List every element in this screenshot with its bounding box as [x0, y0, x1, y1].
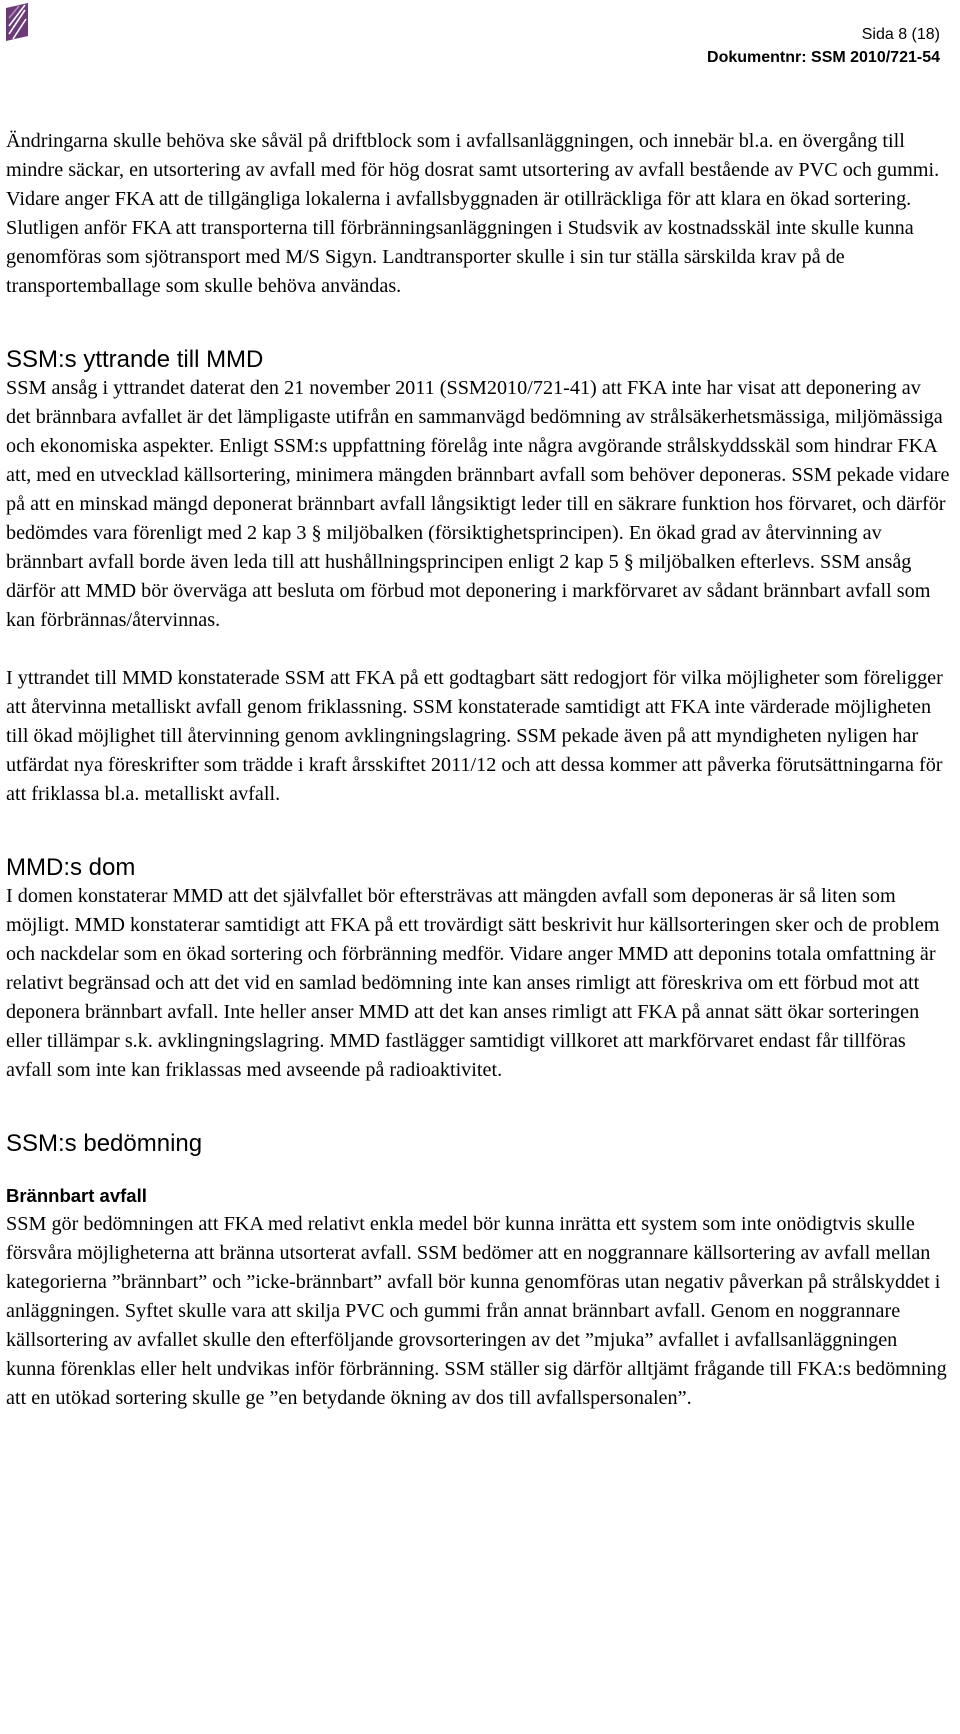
ssm-logo-icon [4, 2, 30, 42]
section-heading-ssm-bedomning: SSM:s bedömning [6, 1130, 203, 1157]
mmd-dom-paragraph: I domen konstaterar MMD att det självfallet bör eftersträvas att mängden avfall som deponeras är så liten som möjligt. MMD konstaterar samtidigt att FKA på ett trovärdigt sätt beskrivit hur källsorteringen sker och de problem och nackdelar som en ökad sortering och förbränning medför. Vidare anger MMD att deponins totala omfattning är relativt begränsad och att det vid en samlad bedömning inte kan anses rimligt att föreskriva om ett förbud mot att deponera brännbart avfall. Inte heller anser MMD att det kan anses rimligt att FKA på annat sätt ökar sorteringen eller tillämpar s.k. avklingningslagring. MMD fastlägger samtidigt villkoret att markförvaret endast får tillföras avfall som inte kan friklassas med avseende på radioaktivitet. [6, 885, 940, 1081]
ssm-bedomning-paragraph: SSM gör bedömningen att FKA med relativt enkla medel bör kunna inrätta ett system som inte onödigtvis skulle försvåra möjligheterna att bränna utsorterat avfall. SSM bedömer att en noggrannare källsortering av avfall mellan kategorierna ”brännbart” och ”icke-brännbart” avfall bör kunna genomföras utan negativ påverkan på strålskyddet i anläggningen. Syftet skulle vara att skilja PVC och gummi från annat brännbart avfall. Genom en noggrannare källsortering av avfallet skulle den efterföljande grovsorteringen av det ”mjuka” avfallet i avfallsanläggningen kunna förenklas eller helt undvikas inför förbränning. SSM ställer sig därför alltjämt frågande till FKA:s bedömning att en utökad sortering skulle ge ”en betydande ökning av dos till avfallspersonalen”. [6, 1213, 947, 1409]
spacer [6, 809, 950, 853]
section-heading-mmd-dom: MMD:s dom [6, 854, 136, 881]
document-body [6, 127, 950, 1413]
page-number: Sida 8 (18) [861, 26, 940, 43]
spacer [6, 301, 950, 345]
ssm-yttrande-paragraph-2: I yttrandet till MMD konstaterade SSM att FKA på ett godtagbart sätt redogjort för vilka möjligheter som föreligger att återvinna metalliskt avfall genom friklassning. SSM konstaterade samtidigt att FKA inte värderade möjligheten till ökad möjlighet till återvinning genom avklingningslagring. SSM pekade även på att myndigheten nyligen har utfärdat nya föreskrifter som trädde i kraft årsskiftet 2011/12 och att dessa kommer att påverka förutsättningarna för att friklassa bl.a. metalliskt avfall. [6, 667, 943, 805]
section-heading-ssm-yttrande: SSM:s yttrande till MMD [6, 346, 264, 373]
intro-paragraph: Ändringarna skulle behöva ske såväl på driftblock som i avfallsanläggningen, och innebär bl.a. en övergång till mindre säckar, en utsortering av avfall med för hög dosrat samt utsortering av avfall bestående av PVC och gummi. Vidare anger FKA att de tillgängliga lokalerna i avfallsbyggnaden är otillräckliga för att klara en ökad sortering. Slutligen anför FKA att transporterna till förbränningsanläggningen i Studsvik av kostnadsskäl inte skulle kunna genomföras som sjötransport med M/S Sigyn. Landtransporter skulle i sin tur ställa särskilda krav på de transportemballage som skulle behöva användas. [6, 130, 940, 297]
ssm-yttrande-paragraph-1: SSM ansåg i yttrandet daterat den 21 november 2011 (SSM2010/721-41) att FKA inte har visat att deponering av det brännbara avfallet är det lämpligaste utifrån en sammanvägd bedömning av strålsäkerhetsmässiga, miljömässiga och ekonomiska aspekter. Enligt SSM:s uppfattning förelåg inte några avgörande strålskyddsskäl som hindrar FKA att, med en utvecklad källsortering, minimera mängden brännbart avfall som behöver deponeras. SSM pekade vidare på att en minskad mängd deponerat brännbart avfall långsiktigt leder till en säkrare funktion hos förvaret, och därför bedömdes vara förenligt med 2 kap 3 § miljöbalken (försiktighetsprincipen). En ökad grad av återvinning av brännbart avfall borde även leda till att hushållningsprincipen enligt 2 kap 5 § miljöbalken efterlevs. SSM ansåg därför att MMD bör överväga att besluta om förbud mot deponering i markförvaret av sådant brännbart avfall som kan förbrännas/återvinnas. [6, 377, 950, 631]
subheading-brannbart-avfall: Brännbart avfall [6, 1185, 147, 1206]
document-number: Dokumentnr: SSM 2010/721-54 [707, 49, 940, 66]
spacer [6, 1085, 950, 1129]
spacer [6, 1158, 950, 1181]
spacer [6, 635, 950, 664]
